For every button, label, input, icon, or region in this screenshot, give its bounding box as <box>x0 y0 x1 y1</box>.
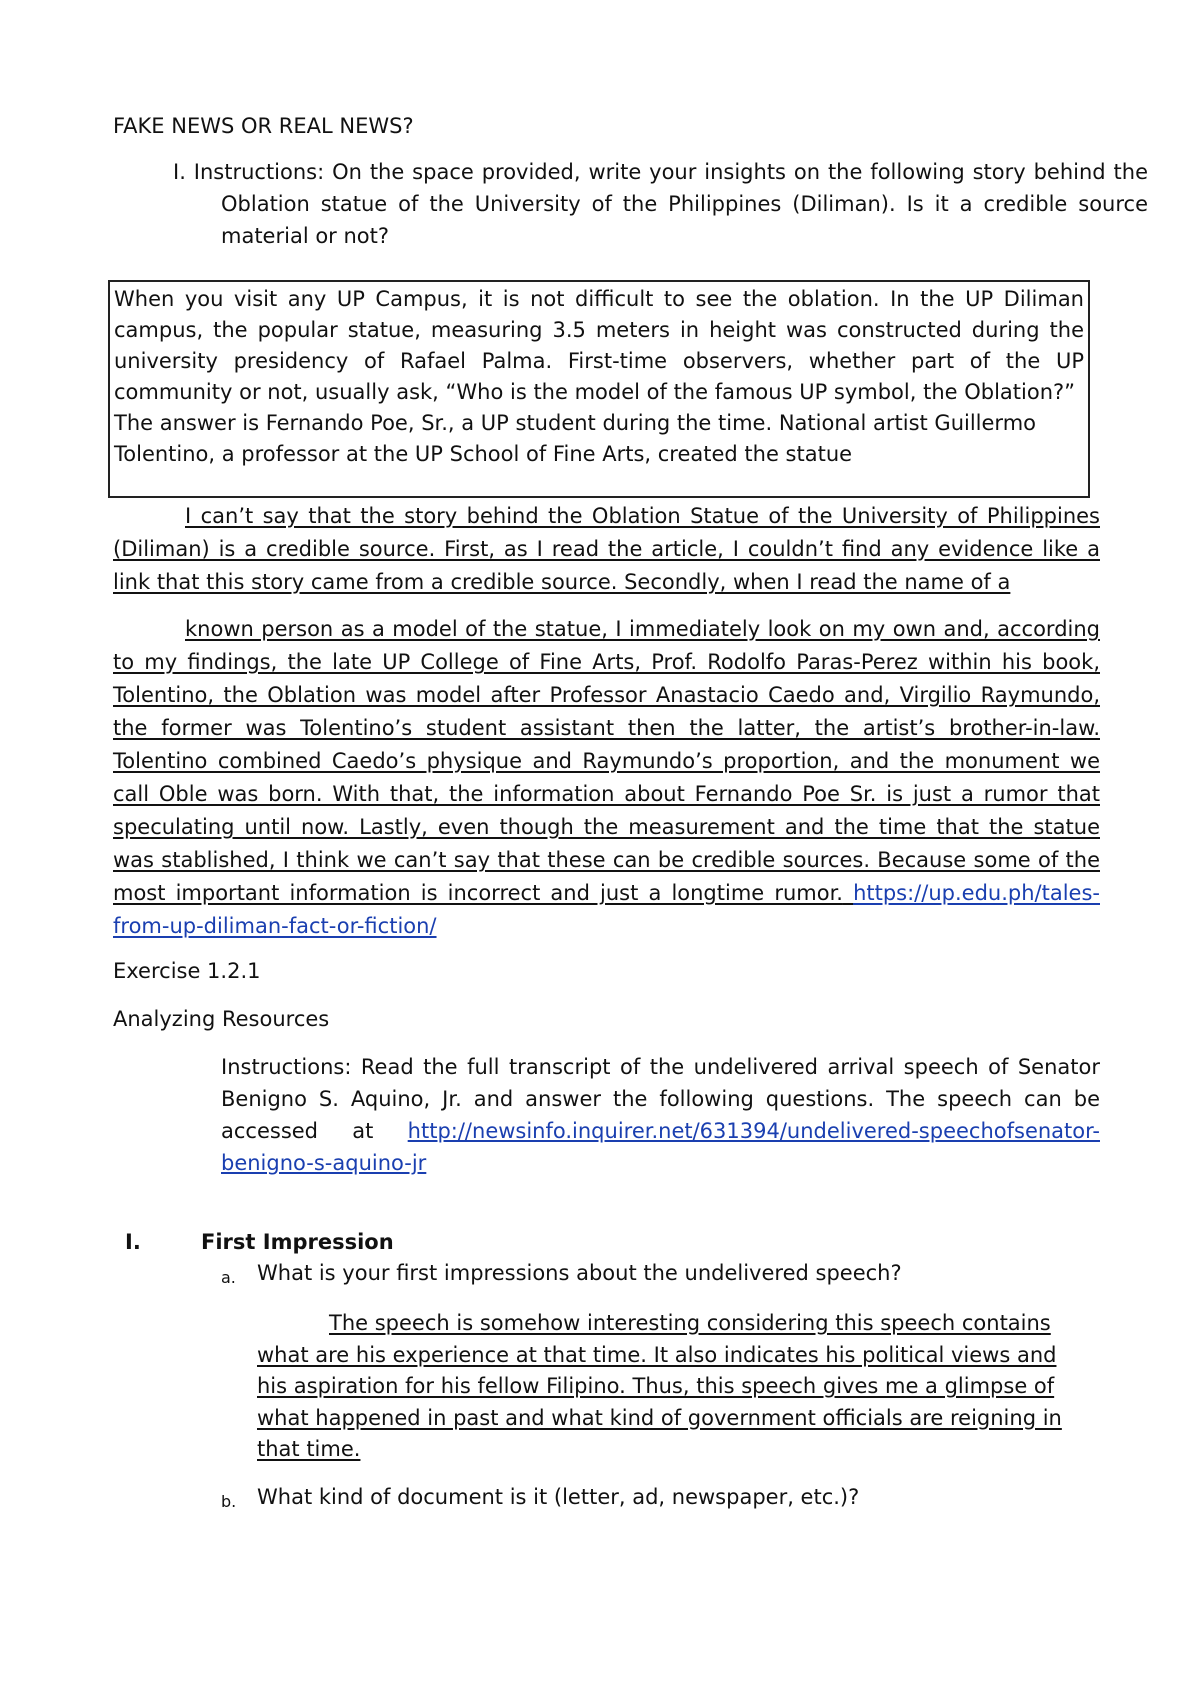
exercise-title: Exercise 1.2.1 <box>113 959 261 983</box>
section1-instructions-text: Instructions: On the space provided, write your insights on the following story behind the Oblation statue of the University of the Philippines (Diliman). Is it a credible source material or not? <box>193 160 1148 248</box>
story-box <box>108 280 1090 498</box>
section2-title: First Impression <box>201 1230 394 1254</box>
question-b: What kind of document is it (letter, ad, newspaper, etc.)? <box>257 1485 860 1509</box>
section2-number: I. <box>125 1230 141 1254</box>
answer-a-text: The speech is somehow interesting considering this speech contains what are his experience at that time. It also indicates his political views and his aspiration for his fellow Filipino. Thus, this speech gives me a glimpse of what happened in past and what kind of government officials are reigning in that time. <box>257 1311 1062 1461</box>
answer-source-link[interactable]: https://up.edu.ph/tales-from-up-diliman-fact-or-fiction/ <box>113 881 1100 938</box>
answer-part2-text: known person as a model of the statue, I immediately look on my own and, according to my findings, the late UP College of Fine Arts, Prof. Rodolfo Paras-Perez within his book, Tolentino, the Oblation was model after Professor Anastacio Caedo and, Virgilio Raymundo, the former was Tolentino’s student assistant then the latter, the artist’s brother-in-law. Tolentino combined Caedo’s physique and Raymundo’s proportion, and the monument we call Oble was born. With that, the information about Fernando Poe Sr. is just a rumor that speculating until now. Lastly, even though the measurement and the time that the statue was stablished, I think we can’t say that these can be credible sources. Because some of the most important information is incorrect and just a longtime rumor. <box>113 617 1100 905</box>
answer-part1-text: I can’t say that the story behind the Oblation Statue of the University of Philippines (Diliman) is a credible source. First, as I read the article, I couldn’t find any evidence like a link that this story came from a credible source. Secondly, when I read the name of a <box>113 504 1100 594</box>
exercise-subtitle: Analyzing Resources <box>113 1007 330 1031</box>
answer-a <box>257 1308 1087 1466</box>
section1-number: I. <box>173 160 186 184</box>
question-a-marker: a. <box>221 1268 236 1287</box>
exercise-instructions-text: Instructions: Read the full transcript of the undelivered arrival speech of Senator Benigno S. Aquino, Jr. and answer the following questions. The speech can be accessed at <box>221 1055 1100 1143</box>
section1-instructions <box>173 156 1148 252</box>
question-a: What is your first impressions about the undelivered speech? <box>257 1261 902 1285</box>
story-paragraph-2: The answer is Fernando Poe, Sr., a UP student during the time. National artist Guillermo Tolentino, a professor at the UP School of Fine Arts, created the statue <box>114 411 1037 466</box>
answer-paragraph-2 <box>113 613 1100 943</box>
document-title: FAKE NEWS OR REAL NEWS? <box>113 114 414 138</box>
speech-link[interactable]: http://newsinfo.inquirer.net/631394/undelivered-speechofsenator-benigno-s-aquino-jr <box>221 1119 1100 1175</box>
question-b-marker: b. <box>221 1492 237 1511</box>
exercise-instructions <box>221 1051 1100 1179</box>
answer-paragraph-1 <box>113 500 1100 599</box>
story-paragraph-1: When you visit any UP Campus, it is not difficult to see the oblation. In the UP Diliman campus, the popular statue, measuring 3.5 meters in height was constructed during the university presidency of Rafael Palma. First-time observers, whether part of the UP community or not, usually ask, “Who is the model of the famous UP symbol, the Oblation?” <box>114 287 1084 404</box>
